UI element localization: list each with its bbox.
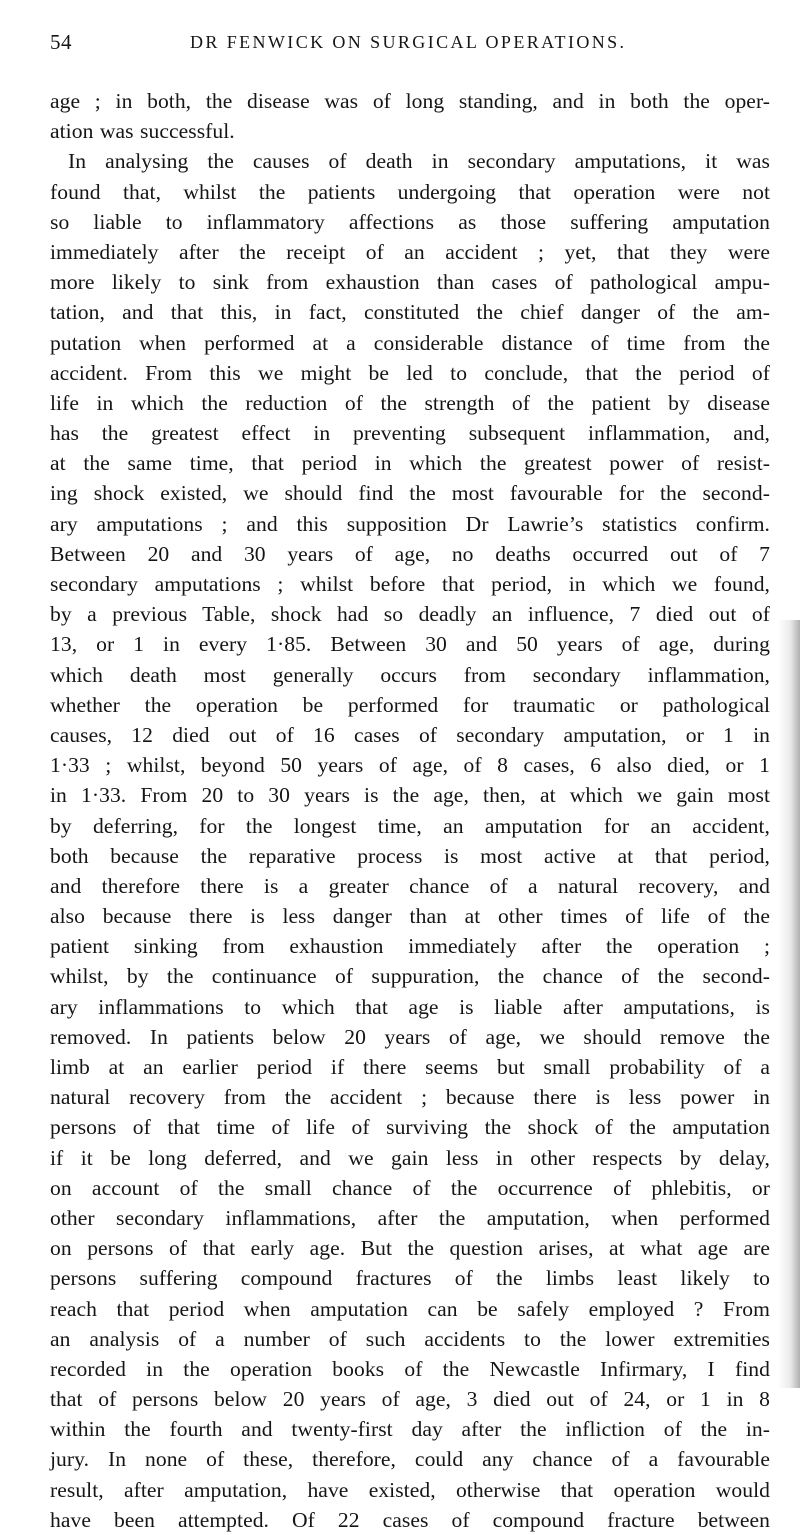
- text-line: natural recovery from the accident ; because there is less power in: [50, 1085, 770, 1110]
- text-line: result, after amputation, have existed, otherwise that operation would: [50, 1477, 770, 1502]
- text-line: Between 20 and 30 years of age, no deaths occurred out of 7: [50, 541, 770, 566]
- text-line: have been attempted. Of 22 cases of compound fracture between: [50, 1507, 770, 1532]
- text-line: which death most generally occurs from secondary inflammation,: [50, 662, 770, 687]
- running-head: DR FENWICK ON SURGICAL OPERATIONS.: [190, 32, 627, 52]
- text-line: ing shock existed, we should find the most favourable for the second-: [50, 481, 770, 506]
- text-line: patient sinking from exhaustion immediately after the operation ;: [50, 934, 770, 959]
- text-line: removed. In patients below 20 years of age, we should remove the: [50, 1024, 770, 1049]
- text-line: by deferring, for the longest time, an amputation for an accident,: [50, 813, 770, 838]
- text-line: ary inflammations to which that age is liable after amputations, is: [50, 994, 770, 1019]
- text-line: if it be long deferred, and we gain less in other respects by delay,: [50, 1145, 770, 1170]
- page-number: 54: [50, 30, 72, 54]
- text-line: that of persons below 20 years of age, 3 died out of 24, or 1 in 8: [50, 1387, 770, 1412]
- text-line: at the same time, that period in which the greatest power of resist-: [50, 451, 770, 476]
- text-line: accident. From this we might be led to conclude, that the period of: [50, 360, 770, 385]
- text-line: more likely to sink from exhaustion than cases of pathological ampu-: [50, 270, 770, 295]
- text-line: age ; in both, the disease was of long standing, and in both the oper-: [50, 89, 770, 113]
- page-header: [50, 30, 770, 60]
- text-line: on account of the small chance of the occurrence of phlebitis, or: [50, 1175, 770, 1200]
- text-line: 13, or 1 in every 1·85. Between 30 and 50 years of age, during: [50, 632, 770, 657]
- text-line: recorded in the operation books of the Newcastle Infirmary, I find: [50, 1356, 770, 1381]
- text-line: in 1·33. From 20 to 30 years is the age, then, at which we gain most: [50, 783, 770, 808]
- text-line: tation, and that this, in fact, constituted the chief danger of the am-: [50, 300, 770, 325]
- text-line: 1·33 ; whilst, beyond 50 years of age, of 8 cases, 6 also died, or 1: [50, 753, 770, 778]
- text-line: on persons of that early age. But the question arises, at what age are: [50, 1236, 770, 1261]
- text-line: other secondary inflammations, after the amputation, when performed: [50, 1205, 770, 1230]
- text-line: persons of that time of life of surviving the shock of the amputation: [50, 1115, 770, 1140]
- text-line: found that, whilst the patients undergoing that operation were not: [50, 179, 770, 204]
- text-line: within the fourth and twenty-first day after the infliction of the in-: [50, 1417, 770, 1442]
- text-line: ation was successful.: [50, 119, 235, 144]
- text-line: jury. In none of these, therefore, could any chance of a favourable: [50, 1447, 770, 1472]
- text-line: persons suffering compound fractures of the limbs least likely to: [50, 1266, 770, 1291]
- text-line: causes, 12 died out of 16 cases of secondary amputation, or 1 in: [50, 722, 770, 747]
- text-line: In analysing the causes of death in secondary amputations, it was: [68, 149, 770, 174]
- text-line: life in which the reduction of the strength of the patient by disease: [50, 390, 770, 415]
- text-line: immediately after the receipt of an accident ; yet, that they were: [50, 239, 770, 264]
- text-line: has the greatest effect in preventing subsequent inflammation, and,: [50, 421, 770, 446]
- text-line: limb at an earlier period if there seems but small probability of a: [50, 1055, 770, 1079]
- page-edge-shadow: [778, 620, 800, 1388]
- text-line: so liable to inflammatory affections as those suffering amputation: [50, 209, 770, 234]
- text-line: by a previous Table, shock had so deadly an influence, 7 died out of: [50, 602, 770, 627]
- text-line: whether the operation be performed for traumatic or pathological: [50, 692, 770, 717]
- text-line: both because the reparative process is most active at that period,: [50, 843, 770, 868]
- text-line: also because there is less danger than at other times of life of the: [50, 904, 770, 929]
- text-line: secondary amputations ; whilst before that period, in which we found,: [50, 572, 770, 596]
- text-line: putation when performed at a considerable distance of time from the: [50, 330, 770, 355]
- text-line: ary amputations ; and this supposition Dr Lawrie’s statistics confirm.: [50, 511, 770, 536]
- text-line: reach that period when amputation can be safely employed ? From: [50, 1296, 770, 1321]
- text-line: an analysis of a number of such accidents to the lower extremities: [50, 1326, 770, 1351]
- text-line: and therefore there is a greater chance of a natural recovery, and: [50, 873, 770, 898]
- text-line: whilst, by the continuance of suppuration, the chance of the second-: [50, 964, 770, 989]
- body-text: [50, 86, 770, 1535]
